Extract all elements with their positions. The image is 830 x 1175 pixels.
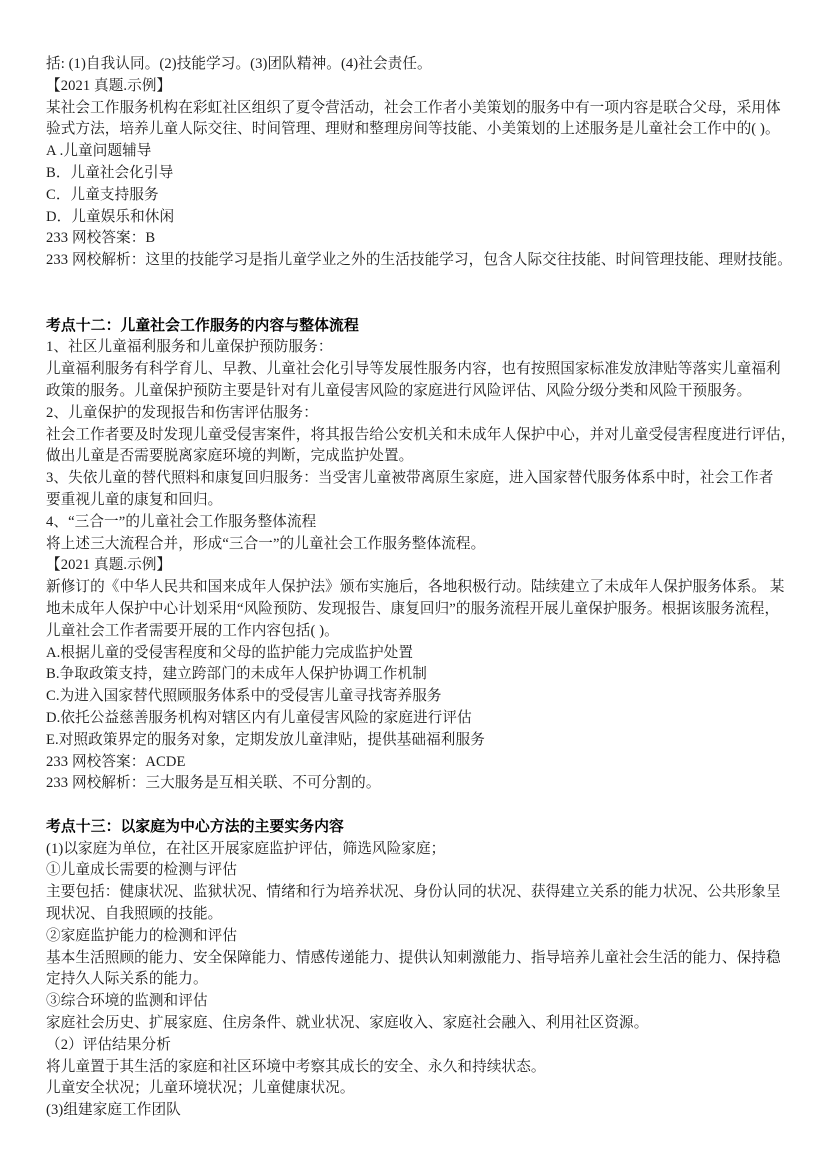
text-line: 社会工作者要及时发现儿童受侵害案件，将其报告给公安机关和未成年人保护中心，并对儿童受侵害程度进行评估， — [46, 426, 796, 443]
text-line: 233 网校解析：这里的技能学习是指儿童学业之外的生活技能学习，包含人际交往技能、时间管理技能、理财技能。 — [46, 252, 792, 269]
text-line: 括: (1)自我认同。(2)技能学习。(3)团队精神。(4)社会责任。 — [46, 56, 432, 72]
document-body — [46, 54, 796, 1122]
text-line: (1)以家庭为单位，在社区开展家庭监护评估，筛选风险家庭； — [46, 840, 446, 857]
text-line: D.依托公益慈善服务机构对辖区内有儿童侵害风险的家庭进行评估 — [46, 709, 472, 726]
text-line: 家庭社会历史、扩展家庭、住房条件、就业状况、家庭收入、家庭社会融入、利用社区资源。 — [46, 1015, 649, 1032]
text-line: 要重视儿童的康复和回归。 — [46, 491, 223, 508]
text-line: 3、失依儿童的替代照料和康复回归服务：当受害儿童被带离原生家庭，进入国家替代服务体系中时，社会工作者 — [46, 470, 774, 487]
text-line: 儿童社会工作者需要开展的工作内容包括( )。 — [46, 622, 339, 639]
text-line: 将儿童置于其生活的家庭和社区环境中考察其成长的安全、永久和持续状态。 — [46, 1058, 546, 1075]
text-line: 政策的服务。儿童保护预防主要是针对有儿童侵害风险的家庭进行风险评估、风险分级分类和风险干预服务。 — [46, 382, 752, 399]
text-line: 做出儿童是否需要脱离家庭环境的判断，完成监护处置。 — [46, 448, 414, 465]
text-line: 验式方法，培养儿童人际交往、时间管理、理财和整理房间等技能、小美策划的上述服务是儿童社会工作中的( )。 — [46, 121, 780, 138]
text-line: 将上述三大流程合并，形成“三合一”的儿童社会工作服务整体流程。 — [46, 535, 486, 552]
text-line: 地未成年人保护中心计划采用“风险预防、发现报告、康复回归”的服务流程开展儿童保护服务。根据该服务流程， — [46, 600, 780, 617]
text-line: D．儿童娱乐和休闲 — [46, 208, 175, 225]
text-line: B．儿童社会化引导 — [46, 164, 174, 181]
text-line: 233 网校答案：B — [46, 230, 156, 247]
text-line: 新修订的《中华人民共和国来成年人保护法》颁布实施后，各地积极行动。陆续建立了未成年人保护服务体系。 某 — [46, 579, 785, 596]
text-line: ②家庭监护能力的检测和评估 — [46, 927, 238, 944]
heading-line: 考点十三：以家庭为中心方法的主要实务内容 — [46, 818, 344, 835]
text-line: 233 网校答案：ACDE — [46, 753, 186, 770]
text-line: A .儿童问题辅导 — [46, 143, 152, 160]
blank-line — [46, 795, 786, 817]
text-line: B.争取政策支持，建立跨部门的未成年人保护协调工作机制 — [46, 666, 427, 683]
text-line: 基本生活照顾的能力、安全保障能力、情感传递能力、提供认知刺激能力、指导培养儿童社会生活的能力、保持稳 — [46, 949, 781, 966]
text-line: 4、“三合一”的儿童社会工作服务整体流程 — [46, 513, 317, 530]
text-line: 儿童福利服务有科学育儿、早教、儿童社会化引导等发展性服务内容，也有按照国家标准发放津贴等落实儿童福利 — [46, 361, 781, 378]
text-line: (3)组建家庭工作团队 — [46, 1102, 181, 1119]
text-line: 儿童安全状况；儿童环境状况；儿童健康状况。 — [46, 1080, 355, 1097]
text-line: 定持久人际关系的能力。 — [46, 971, 208, 988]
text-line: C．儿童支持服务 — [46, 186, 159, 203]
heading-line: 考点十二：儿童社会工作服务的内容与整体流程 — [46, 317, 359, 334]
text-line: 233 网校解析：三大服务是互相关联、不可分割的。 — [46, 775, 381, 792]
text-line: 某社会工作服务机构在彩虹社区组织了夏令营活动，社会工作者小美策划的服务中有一项内容是联合父母，采用体 — [46, 99, 781, 116]
text-line: 主要包括：健康状况、监狱状况、情绪和行为培养状况、身份认同的状况、获得建立关系的能力状况、公共形象呈 — [46, 884, 781, 901]
text-line: C.为进入国家替代照顾服务体系中的受侵害儿童寻找寄养服务 — [46, 688, 442, 705]
text-line: 2、儿童保护的发现报告和伤害评估服务： — [46, 404, 318, 421]
text-line: ①儿童成长需要的检测与评估 — [46, 862, 238, 879]
text-line: 【2021 真题.示例】 — [46, 557, 172, 574]
text-line: 1、社区儿童福利服务和儿童保护预防服务： — [46, 339, 333, 356]
blank-line — [46, 272, 786, 294]
text-line: ③综合环境的监测和评估 — [46, 993, 208, 1010]
text-line: A.根据儿童的受侵害程度和父母的监护能力完成监护处置 — [46, 644, 414, 661]
text-line: 现状况、自我照顾的技能。 — [46, 906, 223, 923]
text-line: （2）评估结果分析 — [46, 1036, 171, 1053]
text-line: 【2021 真题.示例】 — [46, 77, 172, 94]
text-line: E.对照政策界定的服务对象，定期发放儿童津贴，提供基础福利服务 — [46, 731, 485, 748]
blank-line — [46, 294, 786, 316]
